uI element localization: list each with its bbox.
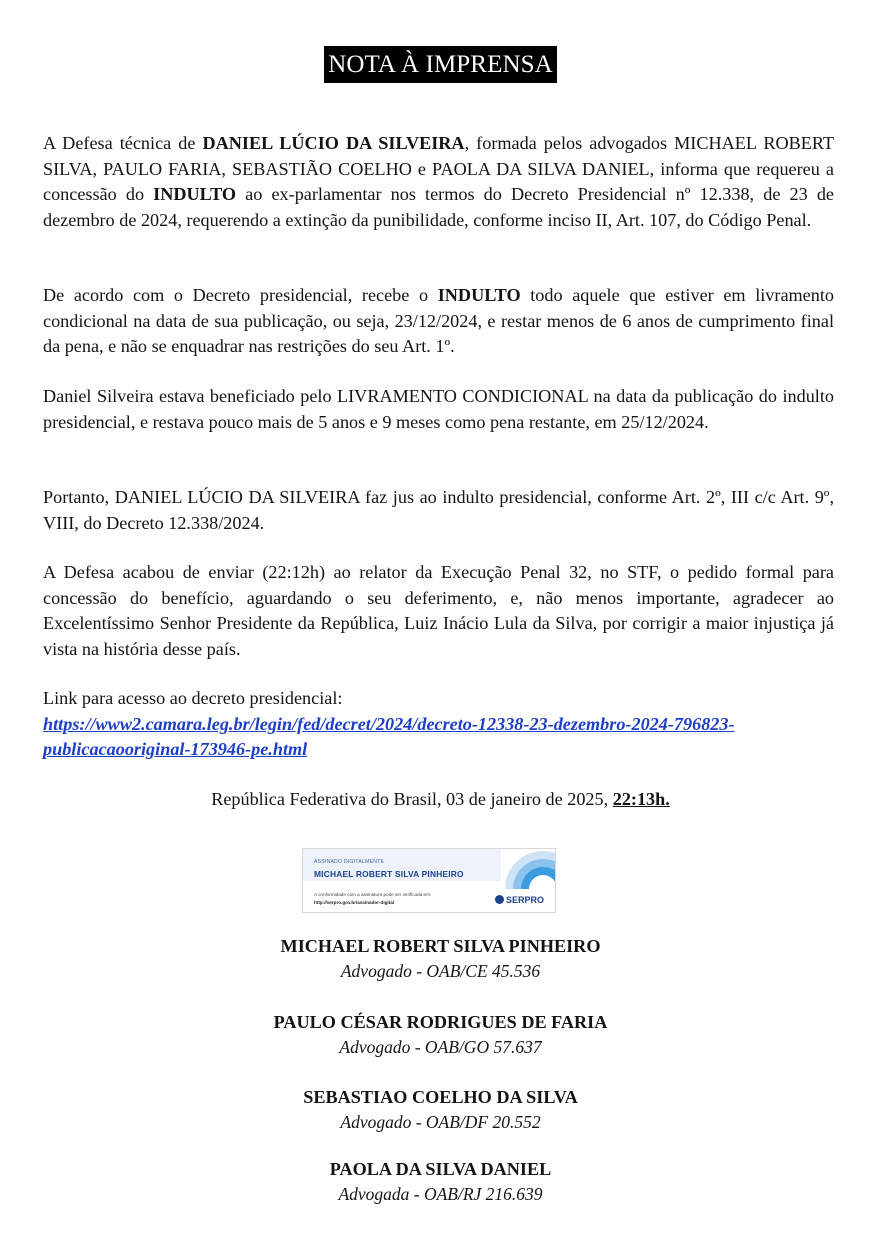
p1-text-3: ao ex-parlamentar nos termos do Decreto Presidencial nº 12.338, de 23 de dezembro de 2024, requerendo a extinção da punibilidade, conforme inciso II, Art. 107, do Código Penal. <box>43 184 834 230</box>
signatory-name: SEBASTIAO COELHO DA SILVA <box>303 1087 578 1107</box>
dateline <box>0 787 881 812</box>
signature-block-2 <box>0 1010 881 1059</box>
serpro-logo-icon <box>495 895 504 904</box>
dateline-time: 22:13h. <box>612 789 670 809</box>
serpro-logo-text: SERPRO <box>506 895 545 905</box>
signatory-name: PAOLA DA SILVA DANIEL <box>329 1159 552 1179</box>
signatory-role: Advogado - OAB/DF 20.552 <box>340 1112 541 1132</box>
stamp-signer-name: MICHAEL ROBERT SILVA PINHEIRO <box>314 869 464 879</box>
serpro-logo <box>495 895 544 905</box>
dateline-text: República Federativa do Brasil, 03 de janeiro de 2025, <box>211 789 613 809</box>
signatory-role: Advogado - OAB/GO 57.637 <box>339 1037 542 1057</box>
p2-text-1: De acordo com o Decreto presidencial, recebe o <box>43 285 438 305</box>
signature-block-1 <box>0 934 881 983</box>
p1-text-1: A Defesa técnica de <box>43 133 203 153</box>
stamp-verification-url: http://serpro.gov.br/assinador-digital <box>314 900 395 905</box>
stamp-arcs-icon <box>503 849 556 889</box>
document-title: NOTA À IMPRENSA <box>324 46 557 83</box>
signatory-name: MICHAEL ROBERT SILVA PINHEIRO <box>280 936 601 956</box>
p1-text-2: , formada pelos advogados MICHAEL ROBERT SILVA, PAULO FARIA, SEBASTIÃO COELHO e PAOLA DA SILVA DANIEL, informa que requereu a concessão do <box>43 133 834 204</box>
signatory-role: Advogado - OAB/CE 45.536 <box>340 961 541 981</box>
signatory-name: PAULO CÉSAR RODRIGUES DE FARIA <box>273 1012 608 1032</box>
decree-link-line-1[interactable]: https://www2.camara.leg.br/legin/fed/decret/2024/decreto-12338-23-dezembro-2024-796823- <box>43 713 735 734</box>
digital-signature-stamp <box>302 848 556 913</box>
stamp-verification-note: A conformidade com a assinatura pode ser verificada em: <box>314 892 432 897</box>
paragraph-conclusion: Portanto, DANIEL LÚCIO DA SILVEIRA faz jus ao indulto presidencial, conforme Art. 2º, III c/c Art. 9º, VIII, do Decreto 12.338/2024. <box>43 487 834 533</box>
paragraph-decree-criteria <box>43 283 834 360</box>
signature-block-3 <box>0 1085 881 1134</box>
decree-link-line-2[interactable]: publicacaooriginal-173946-pe.html <box>43 739 308 759</box>
p2-text-2: todo aquele que estiver em livramento condicional na data de sua publicação, ou seja, 23/12/2024, e restar menos de 6 anos de cumprimento final da pena, e não se enquadrar nas restrições do seu Art. 1º. <box>43 285 834 356</box>
title-container <box>0 46 881 83</box>
signature-block-4 <box>0 1157 881 1206</box>
paragraph-defense-request <box>43 131 834 233</box>
p1-indulto: INDULTO <box>153 184 237 204</box>
decree-link-section <box>43 686 834 763</box>
p1-defendant-name: DANIEL LÚCIO DA SILVEIRA <box>202 133 465 153</box>
p2-indulto: INDULTO <box>437 285 521 305</box>
paragraph-conditional-release: Daniel Silveira estava beneficiado pelo LIVRAMENTO CONDICIONAL na data da publicação do indulto presidencial, e restava pouco mais de 5 anos e 9 meses como pena restante, em 25/12/2024. <box>43 386 834 432</box>
signatory-role: Advogada - OAB/RJ 216.639 <box>338 1184 543 1204</box>
stamp-caption: ASSINADO DIGITALMENTE <box>314 859 385 865</box>
paragraph-request-sent: A Defesa acabou de enviar (22:12h) ao relator da Execução Penal 32, no STF, o pedido formal para concessão do benefício, aguardando o seu deferimento, e, não menos importante, agradecer ao Excelentíssimo Senhor Presidente da República, Luiz Inácio Lula da Silva, por corrigir a maior injustiça já vista na história desse país. <box>43 562 834 659</box>
decree-link-label: Link para acesso ao decreto presidencial: <box>43 688 343 708</box>
